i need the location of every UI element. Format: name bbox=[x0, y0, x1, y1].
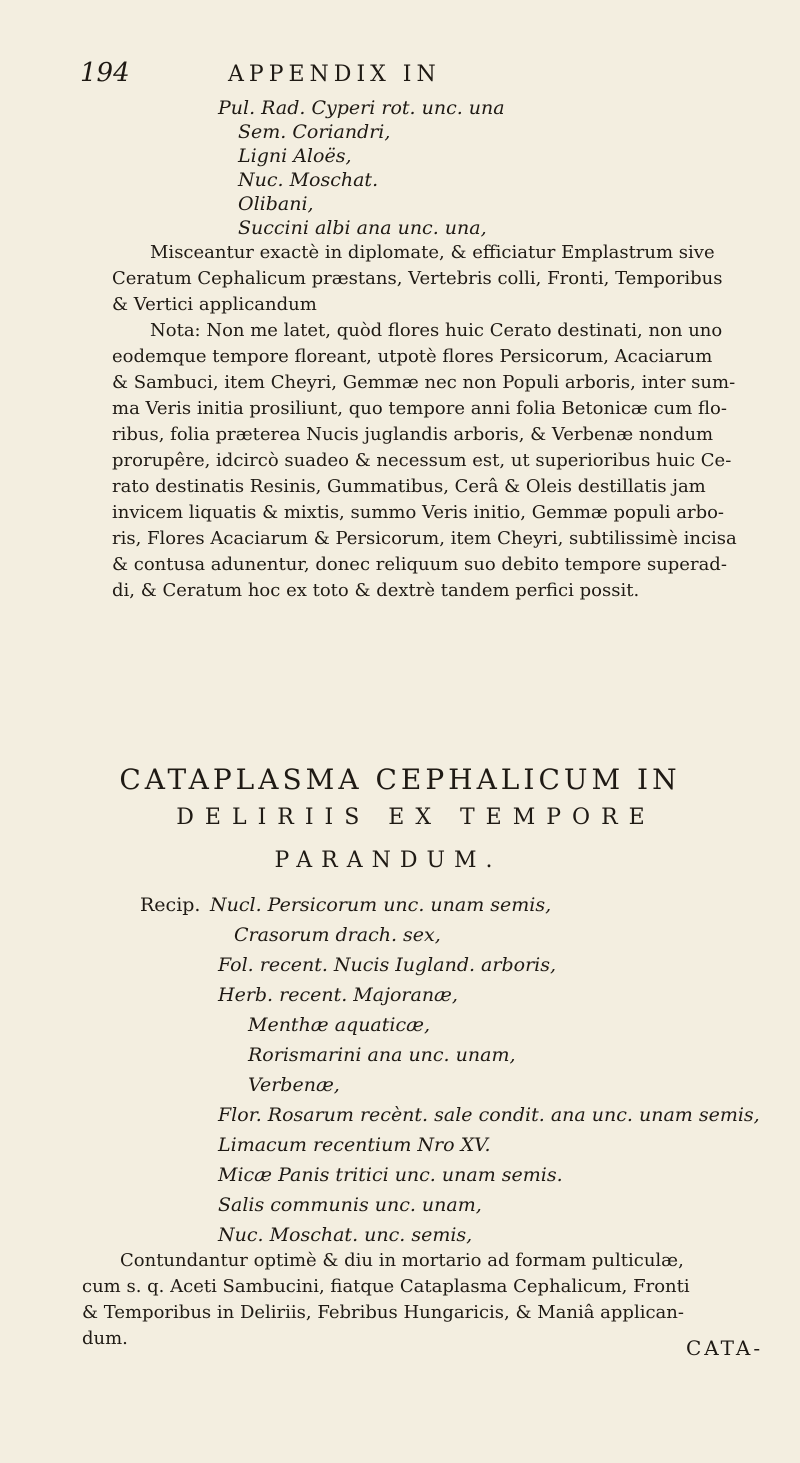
recipe-line: Limacum recentium Nro XV. bbox=[218, 1134, 491, 1156]
text-line: rato destinatis Resinis, Gummatibus, Cerâ & Oleis destillatis jam bbox=[112, 476, 706, 497]
ingredient-line: Olibani, bbox=[238, 193, 314, 215]
text-line: & Vertici applicandum bbox=[112, 294, 317, 315]
page-number: 194 bbox=[80, 58, 130, 88]
page-header bbox=[80, 58, 730, 98]
text-line: prorupêre, idcircò suadeo & necessum est, ut superioribus huic Ce- bbox=[112, 450, 732, 471]
recipe-list bbox=[140, 890, 760, 1250]
recipe-line: Menthæ aquaticæ, bbox=[248, 1014, 431, 1036]
text-line: dum. bbox=[82, 1328, 128, 1349]
text-line: Contundantur optimè & diu in mortario ad formam pulticulæ, bbox=[120, 1250, 684, 1271]
recipe-line: Crasorum drach. sex, bbox=[234, 924, 441, 946]
paragraph-instructions bbox=[82, 1248, 752, 1352]
text-line: eodemque tempore floreant, utpotè flores Persicorum, Acaciarum bbox=[112, 346, 713, 367]
ingredient-list bbox=[218, 96, 505, 240]
ingredient-line: Pul. Rad. Cyperi rot. unc. una bbox=[218, 97, 505, 119]
text-line: di, & Ceratum hoc ex toto & dextrè tandem perfici possit. bbox=[112, 580, 640, 601]
text-line: & Sambuci, item Cheyri, Gemmæ nec non Populi arboris, inter sum- bbox=[112, 372, 736, 393]
catchword: CATA- bbox=[686, 1336, 764, 1360]
recipe-line: Nucl. Persicorum unc. unam semis, bbox=[210, 894, 552, 916]
ingredient-line: Ligni Aloës, bbox=[238, 145, 352, 167]
recipe-line: Micæ Panis tritici unc. unam semis. bbox=[218, 1164, 563, 1186]
section-subtitle: DELIRIIS EX TEMPORE bbox=[176, 805, 656, 830]
text-line: Nota: Non me latet, quòd flores huic Cerato destinati, non uno bbox=[150, 320, 723, 341]
section-title: CATAPLASMA CEPHALICUM IN bbox=[119, 763, 681, 796]
text-line: & Temporibus in Deliriis, Febribus Hungaricis, & Maniâ applican- bbox=[82, 1302, 684, 1323]
text-line: ma Veris initia prosiliunt, quo tempore anni folia Betonicæ cum flo- bbox=[112, 398, 727, 419]
recipe-line: Rorismarini ana unc. unam, bbox=[248, 1044, 516, 1066]
recipe-line: Fol. recent. Nucis Iugland. arboris, bbox=[218, 954, 557, 976]
ingredient-line: Sem. Coriandri, bbox=[238, 121, 391, 143]
text-line: ribus, folia præterea Nucis juglandis arboris, & Verbenæ nondum bbox=[112, 424, 714, 445]
recipe-line: Nuc. Moschat. unc. semis, bbox=[218, 1224, 473, 1246]
text-line: cum s. q. Aceti Sambucini, fiatque Cataplasma Cephalicum, Fronti bbox=[82, 1276, 690, 1297]
ingredient-line: Nuc. Moschat. bbox=[238, 169, 379, 191]
paragraph-nota bbox=[112, 318, 782, 604]
text-line: Ceratum Cephalicum præstans, Vertebris colli, Fronti, Temporibus bbox=[112, 268, 723, 289]
recipe-line: Verbenæ, bbox=[248, 1074, 340, 1096]
paragraph-preparation bbox=[112, 240, 782, 318]
text-line: & contusa adunentur, donec reliquum suo debito tempore superad- bbox=[112, 554, 727, 575]
running-head: APPENDIX IN bbox=[228, 62, 441, 87]
text-line: invicem liquatis & mixtis, summo Veris initio, Gemmæ populi arbo- bbox=[112, 502, 725, 523]
recipe-line: Herb. recent. Majoranæ, bbox=[218, 984, 458, 1006]
text-line: Misceantur exactè in diplomate, & efficiatur Emplastrum sive bbox=[150, 242, 715, 263]
text-line: ris, Flores Acaciarum & Persicorum, item Cheyri, subtilissimè incisa bbox=[112, 528, 737, 549]
section-subtitle-end: PARANDUM. bbox=[274, 848, 502, 873]
ingredient-line: Succini albi ana unc. una, bbox=[238, 217, 487, 239]
recipe-label: Recip. bbox=[140, 894, 201, 916]
recipe-line: Salis communis unc. unam, bbox=[218, 1194, 482, 1216]
recipe-line: Flor. Rosarum recènt. sale condit. ana unc. unam semis, bbox=[218, 1104, 760, 1126]
